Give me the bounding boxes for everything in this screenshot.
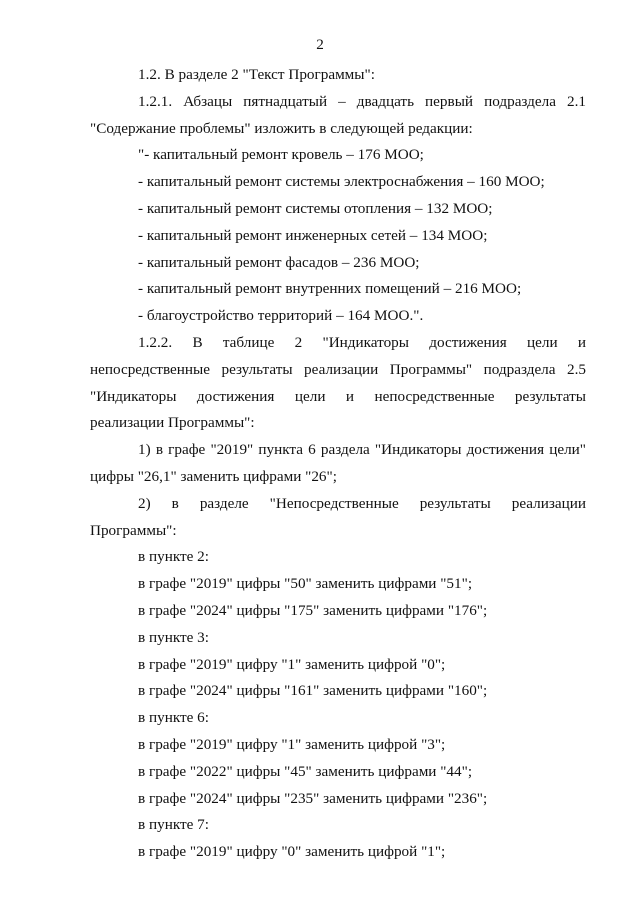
paragraph: 1.2. В разделе 2 "Текст Программы": [138,66,375,83]
list-item: в пункте 7: [138,816,209,834]
list-item: - капитальный ремонт внутренних помещений – 216 МОО; [138,280,522,298]
list-item: - капитальный ремонт инженерных сетей – 134 МОО; [138,226,488,244]
list-item: в графе "2019" цифру "1" заменить цифрой "3"; [138,735,446,753]
paragraph: 1.2.2. В таблице 2 "Индикаторы достижения цели и [138,333,586,351]
list-item: - благоустройство территорий – 164 МОО.". [138,307,424,325]
list-item: "- капитальный ремонт кровель – 176 МОО; [138,146,424,164]
list-item: в графе "2019" цифру "1" заменить цифрой "0"; [138,655,446,673]
document-body [90,62,586,866]
paragraph: 1.2.1. Абзацы пятнадцатый – двадцать первый подраздела 2.1 [138,92,586,110]
paragraph: 2) в разделе "Непосредственные результаты реализации [138,494,586,512]
list-item: в пункте 6: [138,709,209,727]
list-item: - капитальный ремонт системы отопления – 132 МОО; [138,199,493,217]
list-item: - капитальный ремонт системы электроснабжения – 160 МОО; [138,173,545,191]
paragraph: реализации Программы": [90,414,255,432]
paragraph: Программы": [90,521,177,539]
paragraph: 1) в графе "2019" пункта 6 раздела "Индикаторы достижения цели" [138,441,586,459]
list-item: - капитальный ремонт фасадов – 236 МОО; [138,253,420,271]
list-item: в графе "2024" цифры "235" заменить цифрами "236"; [138,789,488,807]
paragraph: "Содержание проблемы" изложить в следующей редакции: [90,119,473,137]
list-item: в графе "2019" цифру "0" заменить цифрой "1"; [138,843,446,861]
list-item: в пункте 3: [138,628,209,646]
page-number: 2 [316,36,324,53]
paragraph: цифры "26,1" заменить цифрами "26"; [90,467,337,485]
list-item: в графе "2019" цифры "50" заменить цифрами "51"; [138,575,473,593]
list-item: в графе "2024" цифры "161" заменить цифрами "160"; [138,682,488,700]
list-item: в пункте 2: [138,548,209,566]
paragraph: непосредственные результаты реализации Программы" подраздела 2.5 [90,360,586,378]
list-item: в графе "2024" цифры "175" заменить цифрами "176"; [138,601,488,619]
paragraph: "Индикаторы достижения цели и непосредственные результаты [90,387,586,405]
list-item: в графе "2022" цифры "45" заменить цифрами "44"; [138,762,473,780]
